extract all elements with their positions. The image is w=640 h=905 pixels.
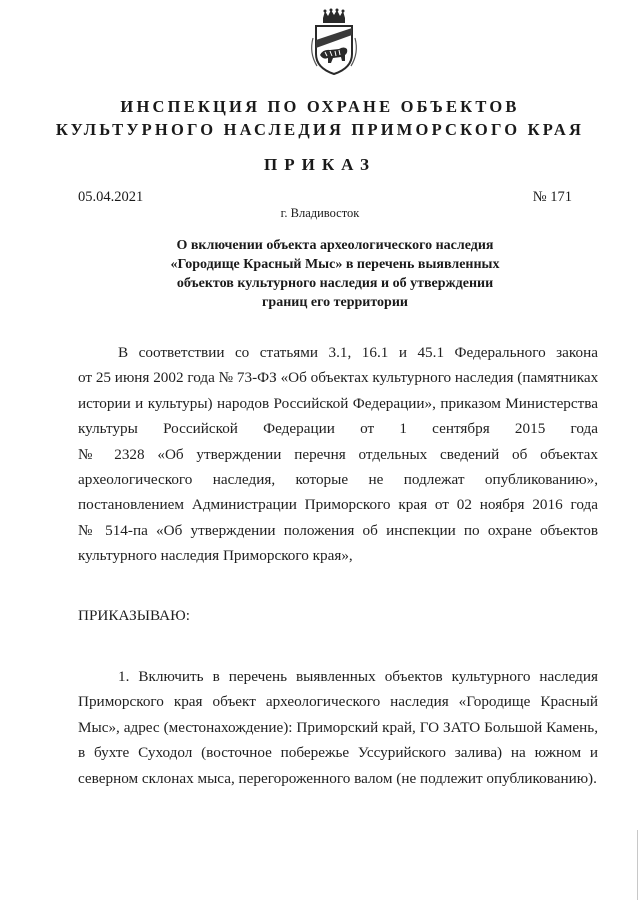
preamble-line: культурного наследия Приморского края», — [78, 547, 353, 565]
preamble-line: культуры Российской Федерации от 1 сентября 2015 года — [78, 420, 598, 438]
order-item-line: северном склонах мыса, перегороженного валом (не подлежит опубликованию). — [78, 769, 597, 787]
scan-edge-divider — [637, 830, 638, 900]
preamble-line: археологического наследия, которые не подлежат опубликованию», — [78, 470, 598, 488]
document-city: г. Владивосток — [280, 206, 360, 220]
preamble-line: № 2328 «Об утверждении перечня отдельных сведений об объектах — [78, 445, 598, 463]
order-directive: ПРИКАЗЫВАЮ: — [78, 607, 190, 624]
preamble-line: постановлением Администрации Приморского края от 02 ноября 2016 года — [78, 496, 598, 514]
document-number: № 171 — [532, 189, 572, 205]
order-item-line: 1. Включить в перечень выявленных объектов культурного наследия — [118, 668, 598, 685]
title-line: объектов культурного наследия и об утверждении — [176, 276, 494, 291]
preamble-line: В соответствии со статьями 3.1, 16.1 и 45.1 Федерального закона — [118, 344, 598, 361]
order-item-line: Мыс», адрес (местонахождение): Приморский край, ГО ЗАТО Большой Камень, — [78, 718, 598, 736]
primorsky-krai-coat-of-arms-icon — [303, 8, 365, 78]
title-line: О включении объекта археологического наследия — [176, 238, 494, 253]
order-item-1 — [78, 664, 598, 791]
title-line: «Городище Красный Мыс» в перечень выявленных — [170, 257, 500, 272]
preamble-line: истории и культуры) народов Российской Федерации», приказом Министерства — [78, 394, 598, 412]
document-type-heading: ПРИКАЗ — [264, 155, 376, 174]
preamble-paragraph — [78, 340, 598, 569]
authority-name-line-1: ИНСПЕКЦИЯ ПО ОХРАНЕ ОБЪЕКТОВ — [120, 97, 520, 116]
authority-name-line-2: КУЛЬТУРНОГО НАСЛЕДИЯ ПРИМОРСКОГО КРАЯ — [55, 120, 585, 139]
preamble-line: от 25 июня 2002 года № 73-ФЗ «Об объектах культурного наследия (памятниках — [78, 369, 598, 387]
document-title — [140, 236, 530, 312]
document-date: 05.04.2021 — [78, 189, 144, 205]
preamble-line: № 514-па «Об утверждении положения об инспекции по охране объектов — [78, 521, 598, 539]
order-item-line: Приморского края объект археологического наследия «Городище Красный — [78, 693, 598, 711]
title-line: границ его территории — [262, 295, 408, 310]
order-item-line: в бухте Суходол (восточное побережье Уссурийского залива) на южном и — [78, 744, 598, 762]
